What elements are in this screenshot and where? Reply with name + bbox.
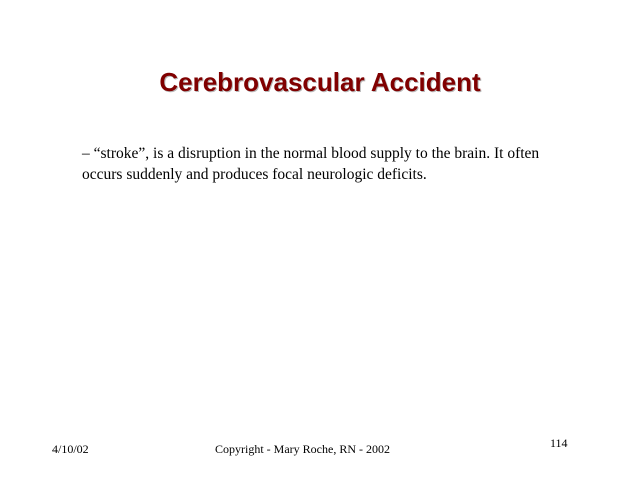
footer-page-number: 114 — [550, 436, 568, 450]
footer-copyright: Copyright - Mary Roche, RN - 2002 — [215, 442, 390, 456]
slide-title: Cerebrovascular Accident — [159, 67, 481, 97]
footer-date: 4/10/02 — [52, 442, 89, 456]
slide-body-text: – “stroke”, is a disruption in the normal blood supply to the brain. It often occurs suddenly and produces focal neurologic deficits. — [82, 145, 540, 183]
